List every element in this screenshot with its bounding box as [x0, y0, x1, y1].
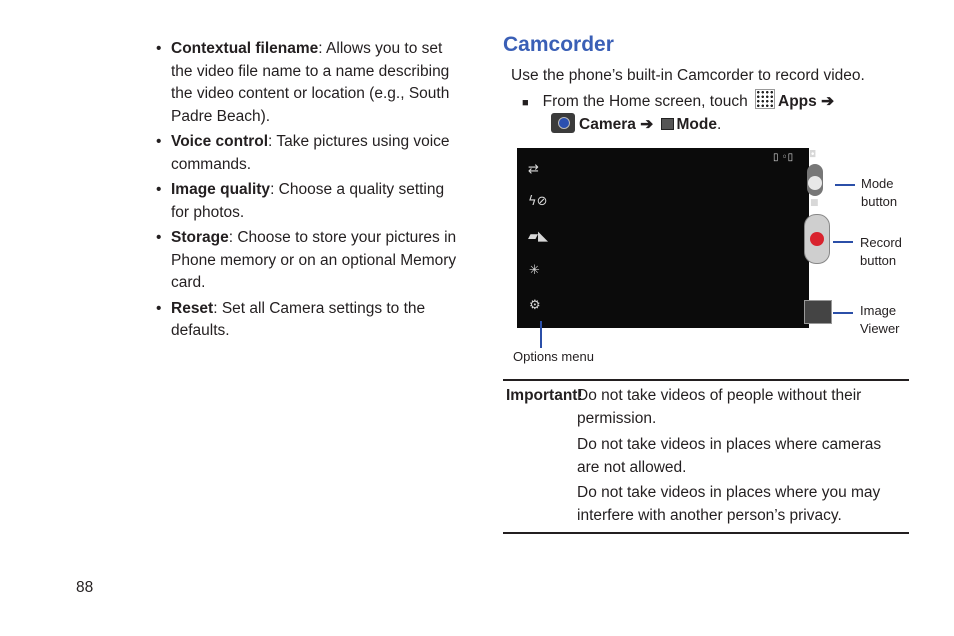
list-item	[156, 298, 466, 343]
important-paragraph: Do not take videos in places where you may interfere with another person’s privacy.	[577, 484, 881, 524]
recording-mode-icon: ▰◣	[528, 229, 548, 244]
video-mode-icon: ■	[810, 198, 819, 208]
effects-wand-icon: ✳	[529, 263, 540, 278]
arrow-icon: ➔	[821, 93, 835, 110]
mode-button-label: Mode button	[861, 176, 898, 209]
step-prefix: From the Home screen, touch	[542, 93, 748, 110]
options-menu-label: Options menu	[513, 349, 594, 364]
camera-mode-icon: ◘	[809, 150, 817, 160]
mode-icon	[661, 118, 674, 130]
section-title: Camcorder	[503, 33, 614, 56]
bullet-text: : Choose to store your pictures in Phone memory or on an optional Memory card.	[171, 229, 457, 291]
arrow-icon: ➔	[640, 116, 654, 133]
record-button-label: Record button	[860, 235, 902, 268]
camera-app-icon	[551, 113, 575, 133]
list-item	[156, 179, 466, 224]
important-paragraph: Do not take videos in places where cameras are not allowed.	[577, 436, 882, 476]
important-paragraph: Do not take videos of people without their permission.	[577, 387, 862, 427]
step-apps: Apps	[778, 93, 817, 110]
apps-grid-icon	[755, 89, 775, 109]
bullet-text: : Choose a quality setting for photos.	[171, 181, 445, 221]
instruction-step	[522, 89, 862, 115]
mode-toggle-track[interactable]	[807, 164, 823, 196]
shortcut-edit-icon: ⇄	[528, 162, 539, 177]
settings-gear-icon: ⚙	[529, 298, 541, 313]
flash-off-icon: ϟ⊘	[528, 194, 548, 209]
camcorder-screenshot	[517, 148, 819, 328]
bullet-term: Image quality	[171, 181, 271, 198]
list-item	[156, 131, 466, 176]
bullet-text: : Allows you to set the video file name to a name describing the video content or location (e.g., South Padre Beach).	[171, 40, 450, 125]
step-mode: Mode	[676, 116, 717, 133]
bullet-dot: •	[156, 40, 162, 57]
instruction-step-line2	[551, 113, 721, 137]
mode-switch[interactable]	[807, 150, 821, 208]
divider-top	[503, 379, 909, 381]
record-button[interactable]	[804, 214, 830, 264]
bullet-term: Reset	[171, 299, 214, 317]
bullet-term: Voice control	[171, 133, 269, 150]
important-label: Important!	[506, 387, 583, 404]
bullet-dot: •	[156, 229, 162, 246]
section-intro: Use the phone’s built-in Camcorder to record video.	[511, 67, 865, 84]
bullet-term: Storage	[171, 229, 229, 246]
divider-bottom	[503, 532, 909, 534]
bullet-dot: •	[156, 181, 162, 198]
bullet-dot: •	[156, 133, 162, 150]
options-callout-line	[540, 321, 542, 348]
image-viewer-label: Image Viewer	[860, 303, 900, 336]
image-viewer-thumbnail[interactable]	[804, 300, 832, 324]
list-item	[156, 38, 466, 128]
viewer-callout-line	[833, 312, 853, 314]
step-end: .	[716, 116, 722, 133]
list-item	[156, 227, 466, 295]
page-number: 88	[76, 579, 94, 596]
mode-callout-line	[835, 184, 855, 186]
bullet-dot: •	[156, 299, 162, 317]
mode-toggle-knob[interactable]	[808, 176, 822, 190]
square-bullet-icon: ■	[522, 97, 529, 109]
record-dot-icon	[810, 232, 824, 246]
bullet-term: Contextual filename	[171, 40, 319, 57]
status-indicators-icon: ▯ ◦▯	[773, 152, 794, 163]
bullet-text: : Take pictures using voice commands.	[171, 133, 450, 173]
record-callout-line	[833, 241, 853, 243]
options-bullet-list	[156, 38, 466, 346]
step-camera: Camera	[579, 116, 636, 133]
bullet-text: : Set all Camera settings to the defaults.	[171, 299, 426, 339]
